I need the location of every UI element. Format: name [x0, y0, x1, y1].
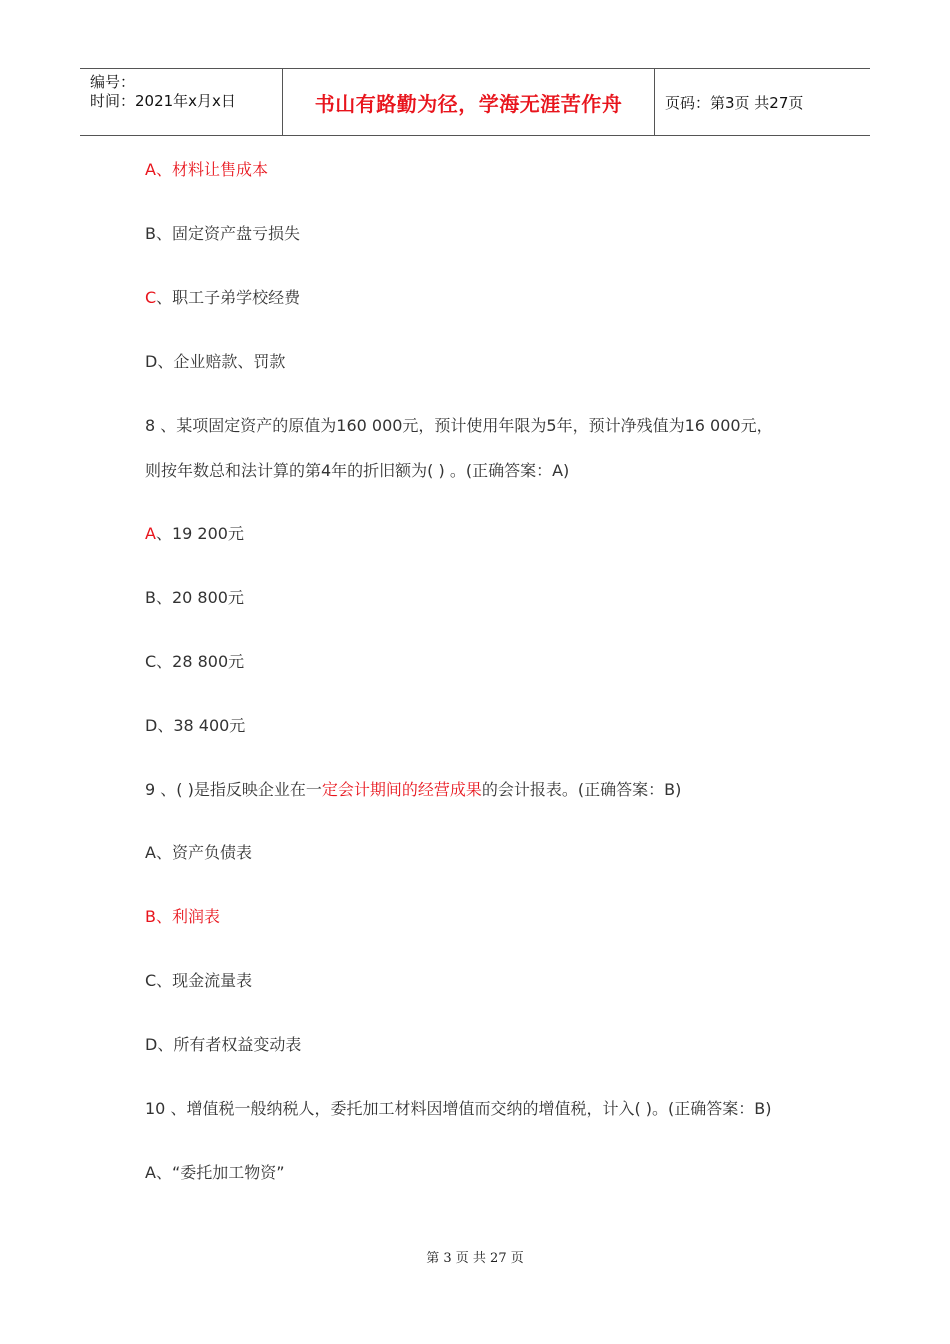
- header-page-cell: [655, 69, 870, 135]
- number-label: 编号：: [90, 73, 136, 91]
- motto-text: 书山有路勤为径，学海无涯苦作舟: [314, 91, 623, 116]
- option-c: [145, 288, 300, 308]
- option-d: D、企业赔款、罚款: [145, 352, 286, 371]
- option-c: C、28 800元: [145, 652, 245, 671]
- question-stem-continued: 则按年数总和法计算的第4年的折旧额为( ) 。(正确答案：A): [145, 461, 570, 480]
- question-stem: 8 、某项固定资产的原值为160 000元，预计使用年限为5年，预计净残值为16 000元，: [145, 416, 773, 435]
- page-footer: 第 3 页 共 27 页: [426, 1251, 524, 1266]
- option-text: 、材料让售成本: [155, 160, 268, 179]
- stem-highlight: 定会计期间的经营成果: [321, 780, 482, 799]
- option-d: D、所有者权益变动表: [145, 1035, 302, 1054]
- time-label: 时间：2021年x月x日: [90, 92, 236, 110]
- option-a: A、资产负债表: [145, 843, 252, 862]
- page-info: 页码：第3页 共27页: [665, 93, 804, 112]
- option-a: [145, 524, 244, 544]
- option-b: B、固定资产盘亏损失: [145, 224, 300, 243]
- stem-text: 9 、( )是指反映企业在一: [145, 780, 322, 799]
- stem-text: 的会计报表。(正确答案：B): [481, 780, 682, 799]
- option-a: A、“委托加工物资”: [145, 1163, 285, 1182]
- question-stem: 10 、增值税一般纳税人，委托加工材料因增值而交纳的增值税，计入( )。(正确答案：B): [145, 1099, 772, 1118]
- header-motto-cell: [282, 69, 655, 135]
- option-letter: A: [145, 524, 156, 543]
- option-b: B、20 800元: [145, 588, 244, 607]
- question-stem: [145, 780, 681, 800]
- document-header: [80, 68, 870, 136]
- option-text: 、19 200元: [155, 524, 244, 543]
- option-text: 、职工子弟学校经费: [156, 288, 301, 307]
- header-meta-cell: [80, 69, 282, 135]
- option-letter: C: [145, 288, 157, 307]
- option-b: B、利润表: [145, 907, 220, 926]
- option-c: C、现金流量表: [145, 971, 253, 990]
- option-d: D、38 400元: [145, 716, 246, 735]
- option-a: [145, 160, 268, 180]
- option-letter: A: [145, 160, 156, 179]
